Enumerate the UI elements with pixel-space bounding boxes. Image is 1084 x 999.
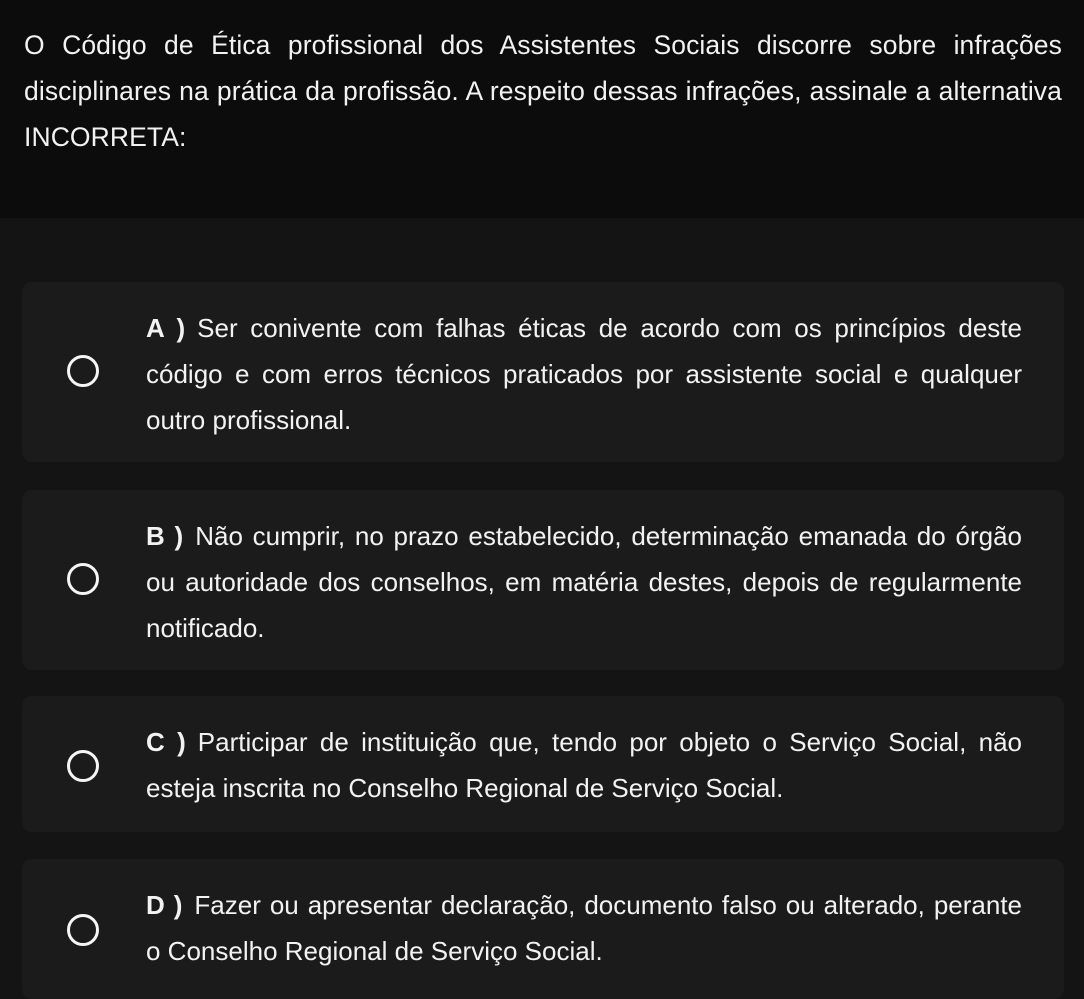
option-text <box>146 305 1022 443</box>
option-letter: C ) <box>146 727 186 757</box>
option-a[interactable] <box>22 282 1064 462</box>
radio-circle-icon[interactable] <box>67 355 99 387</box>
option-text <box>146 513 1022 651</box>
option-label: Não cumprir, no prazo estabelecido, determinação emanada do órgão ou autoridade dos conselhos, em matéria destes, depois de regularmente notificado. <box>146 521 1022 643</box>
question-text: O Código de Ética profissional dos Assistentes Sociais discorre sobre infrações disciplinares na prática da profissão. A respeito dessas infrações, assinale a alternativa INCORRETA: <box>24 30 1062 152</box>
option-label: Fazer ou apresentar declaração, documento falso ou alterado, perante o Conselho Regional de Serviço Social. <box>146 890 1022 966</box>
option-text <box>146 882 1022 974</box>
option-letter: B ) <box>146 521 184 551</box>
option-letter: D ) <box>146 890 183 920</box>
option-label: Participar de instituição que, tendo por objeto o Serviço Social, não esteja inscrita no Conselho Regional de Serviço Social. <box>146 727 1022 803</box>
option-letter: A ) <box>146 313 186 343</box>
radio-circle-icon[interactable] <box>67 563 99 595</box>
question-panel <box>0 0 1084 218</box>
radio-circle-icon[interactable] <box>67 914 99 946</box>
radio-circle-icon[interactable] <box>67 750 99 782</box>
option-d[interactable] <box>22 859 1064 999</box>
option-b[interactable] <box>22 490 1064 670</box>
option-text <box>146 719 1022 811</box>
option-label: Ser conivente com falhas éticas de acordo com os princípios deste código e com erros técnicos praticados por assistente social e qualquer outro profissional. <box>146 313 1022 435</box>
option-c[interactable] <box>22 696 1064 832</box>
